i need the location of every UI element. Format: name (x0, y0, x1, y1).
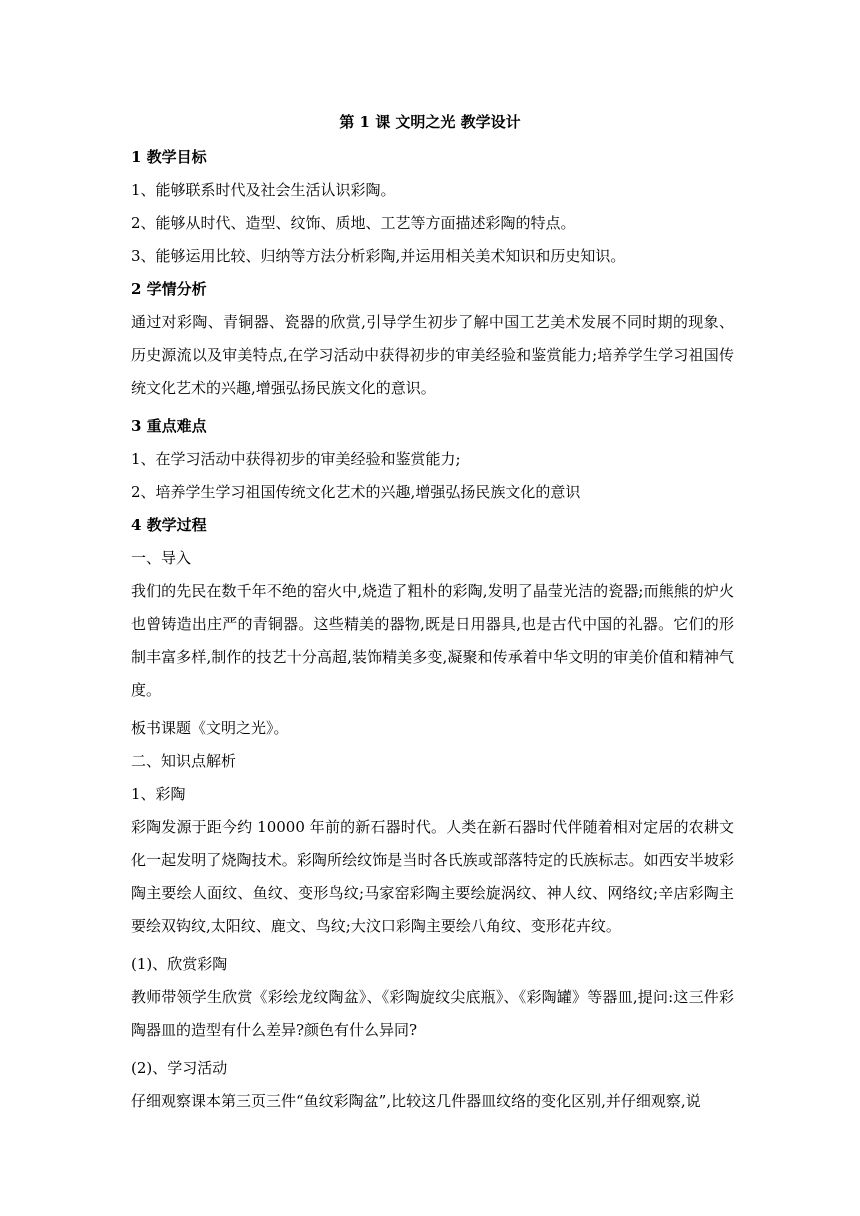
key-point-item: 2、培养学生学习祖国传统文化艺术的兴趣,增强弘扬民族文化的意识 (131, 483, 581, 501)
activity-paragraph: 仔细观察课本第三页三件“鱼纹彩陶盆”,比较这几件器皿纹络的变化区别,并仔细观察,说 (131, 1092, 701, 1110)
subheading-appreciate-pottery: (1)、欣赏彩陶 (131, 955, 228, 973)
section-heading-objectives: 1 教学目标 (131, 148, 207, 166)
section-heading-key-points: 3 重点难点 (131, 417, 207, 435)
analysis-paragraph: 通过对彩陶、青铜器、瓷器的欣赏,引导学生初步了解中国工艺美术发展不同时期的现象、历史源流以及审美特点,在学习活动中获得初步的审美经验和鉴赏能力;培养学生学习祖国传统文化艺术的兴趣,增强弘扬民族文化的意识。 (131, 313, 734, 397)
document-title: 第 1 课 文明之光 教学设计 (339, 113, 521, 131)
objective-item: 2、能够从时代、造型、纹饰、质地、工艺等方面描述彩陶的特点。 (131, 214, 576, 232)
appreciate-paragraph: 教师带领学生欣赏《彩绘龙纹陶盆》、《彩陶旋纹尖底瓶》、《彩陶罐》等器皿,提问:这三件彩陶器皿的造型有什么差异?颜色有什么异同? (131, 988, 734, 1039)
objective-item: 3、能够运用比较、归纳等方法分析彩陶,并运用相关美术知识和历史知识。 (131, 247, 626, 265)
subheading-introduction: 一、导入 (131, 549, 192, 567)
document-body (131, 145, 734, 1127)
subheading-knowledge-analysis: 二、知识点解析 (131, 752, 237, 770)
introduction-paragraph: 我们的先民在数千年不绝的窑火中,烧造了粗朴的彩陶,发明了晶莹光洁的瓷器;而熊熊的炉火也曾铸造出庄严的青铜器。这些精美的器物,既是日用器具,也是古代中国的礼器。它们的形制丰富多样,制作的技艺十分高超,装饰精美多变,凝聚和传承着中华文明的审美价值和精神气度。 (131, 582, 734, 699)
blackboard-note: 板书课题《文明之光》。 (131, 719, 289, 737)
key-point-item: 1、在学习活动中获得初步的审美经验和鉴赏能力; (131, 450, 461, 468)
subheading-painted-pottery: 1、彩陶 (131, 785, 186, 803)
subheading-learning-activity: (2)、学习活动 (131, 1059, 228, 1077)
painted-pottery-paragraph: 彩陶发源于距今约 10000 年前的新石器时代。人类在新石器时代伴随着相对定居的农耕文化一起发明了烧陶技术。彩陶所绘纹饰是当时各氏族或部落特定的氏族标志。如西安半坡彩陶主要绘人面纹、鱼纹、变形鸟纹;马家窑彩陶主要绘旋涡纹、神人纹、网络纹;辛店彩陶主要绘双钩纹,太阳纹、鹿文、鸟纹;大汶口彩陶主要绘八角纹、变形花卉纹。 (131, 818, 734, 935)
objective-item: 1、能够联系时代及社会生活认识彩陶。 (131, 181, 396, 199)
section-heading-analysis: 2 学情分析 (131, 280, 207, 298)
section-heading-process: 4 教学过程 (131, 516, 207, 534)
